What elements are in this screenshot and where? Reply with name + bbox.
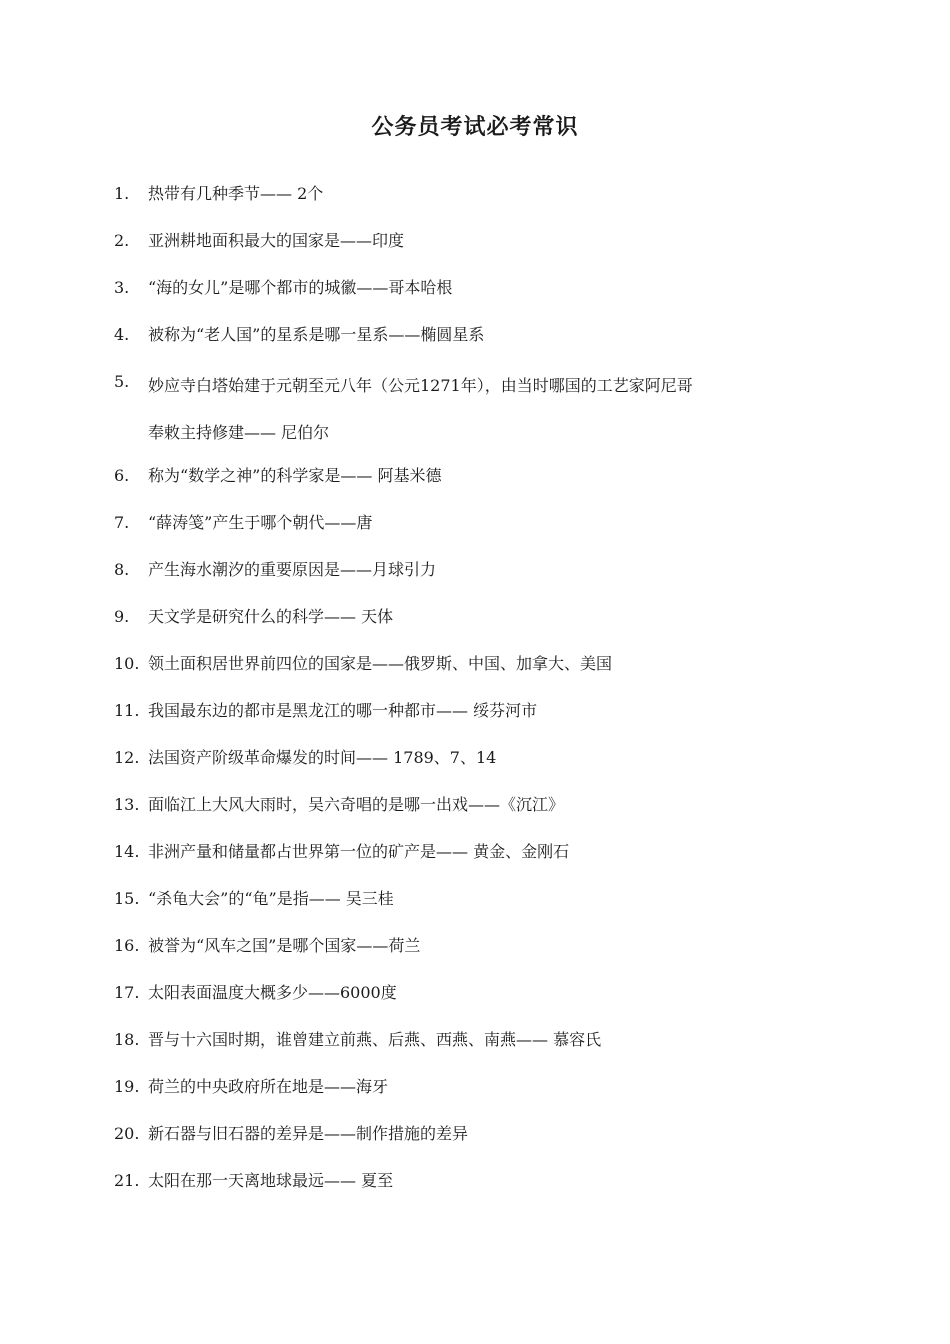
item-text: 非洲产量和储量都占世界第一位的矿产是—— 黄金、金刚石 xyxy=(148,842,570,861)
list-item xyxy=(114,640,844,687)
list-item xyxy=(114,922,844,969)
item-number: 1. xyxy=(114,184,130,203)
item-text: 太阳表面温度大概多少——6000度 xyxy=(148,983,397,1002)
item-number: 13. xyxy=(114,795,140,814)
list-item xyxy=(114,1157,844,1204)
item-number: 5. xyxy=(114,372,130,391)
question-list xyxy=(114,170,844,1204)
item-text: 产生海水潮汐的重要原因是——月球引力 xyxy=(148,560,437,579)
item-text: 天文学是研究什么的科学—— 天体 xyxy=(148,607,394,626)
item-number: 9. xyxy=(114,607,130,626)
item-text: 被称为“老人国”的星系是哪一星系——椭圆星系 xyxy=(148,325,485,344)
item-text: 称为“数学之神”的科学家是—— 阿基米德 xyxy=(148,466,442,485)
item-text-wrapper xyxy=(148,358,828,453)
item-text: 太阳在那一天离地球最远—— 夏至 xyxy=(148,1171,394,1190)
item-number: 17. xyxy=(114,983,140,1002)
item-number: 7. xyxy=(114,513,130,532)
item-text: 亚洲耕地面积最大的国家是——印度 xyxy=(148,231,405,250)
item-text: 面临江上大风大雨时，吴六奇唱的是哪一出戏——《沉江》 xyxy=(148,795,565,814)
item-text: “杀龟大会”的“龟”是指—— 吴三桂 xyxy=(148,889,394,908)
list-item xyxy=(114,875,844,922)
list-item xyxy=(114,687,844,734)
item-number: 21. xyxy=(114,1171,140,1190)
item-number: 20. xyxy=(114,1124,140,1143)
item-number: 8. xyxy=(114,560,130,579)
list-item xyxy=(114,311,844,358)
item-number: 11. xyxy=(114,701,140,720)
item-text: 领土面积居世界前四位的国家是——俄罗斯、中国、加拿大、美国 xyxy=(148,654,613,673)
list-item xyxy=(114,828,844,875)
item-number: 2. xyxy=(114,231,130,250)
list-item xyxy=(114,781,844,828)
item-text-continuation: 奉敕主持修建—— 尼伯尔 xyxy=(148,423,330,442)
item-text: 晋与十六国时期，谁曾建立前燕、后燕、西燕、南燕—— 慕容氏 xyxy=(148,1030,602,1049)
item-number: 10. xyxy=(114,654,140,673)
item-number: 15. xyxy=(114,889,140,908)
list-item xyxy=(114,546,844,593)
item-text: “海的女儿”是哪个都市的城徽——哥本哈根 xyxy=(148,278,453,297)
item-text: “薛涛笺”产生于哪个朝代——唐 xyxy=(148,513,373,532)
list-item xyxy=(114,217,844,264)
list-item xyxy=(114,264,844,311)
item-text: 妙应寺白塔始建于元朝至元八年（公元1271年），由当时哪国的工艺家阿尼哥 xyxy=(148,376,693,395)
item-number: 6. xyxy=(114,466,130,485)
list-item xyxy=(114,1110,844,1157)
item-text: 新石器与旧石器的差异是——制作措施的差异 xyxy=(148,1124,469,1143)
item-number: 19. xyxy=(114,1077,140,1096)
list-item xyxy=(114,593,844,640)
list-item xyxy=(114,358,844,452)
item-text: 我国最东边的都市是黑龙江的哪一种都市—— 绥芬河市 xyxy=(148,701,538,720)
item-number: 14. xyxy=(114,842,140,861)
item-text: 荷兰的中央政府所在地是——海牙 xyxy=(148,1077,389,1096)
list-item xyxy=(114,969,844,1016)
list-item xyxy=(114,1016,844,1063)
list-item xyxy=(114,499,844,546)
list-item xyxy=(114,1063,844,1110)
item-number: 4. xyxy=(114,325,130,344)
item-text: 被誉为“风车之国”是哪个国家——荷兰 xyxy=(148,936,421,955)
list-item xyxy=(114,170,844,217)
item-text: 热带有几种季节—— 2个 xyxy=(148,184,324,203)
list-item xyxy=(114,452,844,499)
list-item xyxy=(114,734,844,781)
page-title: 公务员考试必考常识 xyxy=(371,114,579,140)
item-number: 16. xyxy=(114,936,140,955)
item-number: 18. xyxy=(114,1030,140,1049)
item-number: 12. xyxy=(114,748,140,767)
item-number: 3. xyxy=(114,278,130,297)
item-text: 法国资产阶级革命爆发的时间—— 1789、7、14 xyxy=(148,748,497,767)
